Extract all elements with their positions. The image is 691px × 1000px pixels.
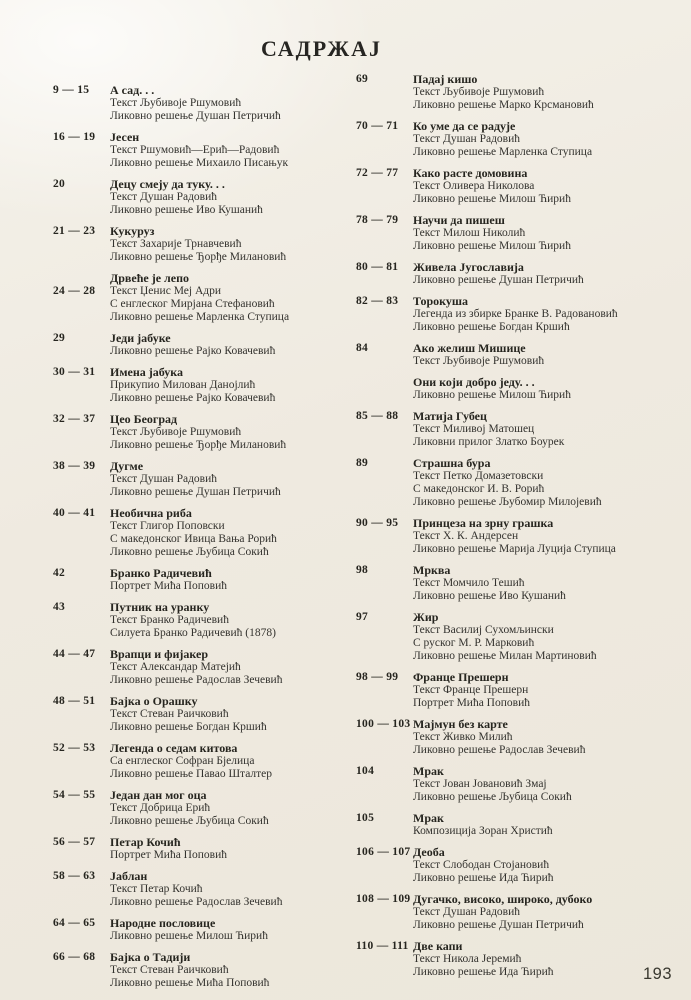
entry-credit: Текст Захарије Трнавчевић	[110, 238, 242, 250]
entry-body	[413, 261, 673, 287]
entry-body	[413, 457, 673, 509]
entry-body	[110, 272, 356, 285]
toc-entry	[53, 285, 356, 324]
entry-credit: Текст Александар Матејић	[110, 661, 241, 673]
toc-entry	[356, 73, 673, 112]
page-range	[53, 272, 110, 285]
entry-body	[110, 789, 356, 828]
entry-credit: Ликовно решење Богдан Кршић	[110, 721, 267, 733]
entry-credit: Текст Слободан Стојановић	[413, 859, 550, 871]
toc-entry	[53, 870, 356, 909]
entry-credit: Ликовно решење Љубица Сокић	[413, 791, 572, 803]
entry-credit: Текст Оливера Николова	[413, 180, 535, 192]
entry-credit: Композиција Зоран Христић	[413, 825, 553, 837]
toc-entry	[53, 951, 356, 990]
entry-body	[413, 940, 673, 979]
entry-credit: Ликовно решење Мића Поповић	[110, 977, 270, 989]
entry-credit: Ликовно решење Ђорђе Милановић	[110, 251, 287, 263]
page-range: 100 — 103	[356, 718, 411, 730]
page-range: 98 — 99	[356, 671, 399, 683]
entry-credit: Текст Добрица Ерић	[110, 802, 211, 814]
entry-credit: Ликовно решење Душан Петричић	[413, 274, 584, 286]
entry-title: Како расте домовина	[413, 166, 528, 180]
toc-entry	[53, 601, 356, 640]
entry-title: Страшна бура	[413, 456, 491, 470]
entry-title: Мајмун без карте	[413, 717, 508, 731]
entry-body	[110, 951, 356, 990]
entry-credit: Текст Ршумовић—Ерић—Радовић	[110, 144, 280, 156]
entry-credit: Ликовни прилог Златко Боурек	[413, 436, 565, 448]
entry-credit: Текст Љубивоје Ршумовић	[110, 426, 242, 438]
entry-body	[110, 460, 356, 499]
entry-credit: Текст Џенис Меј Адри	[110, 285, 222, 297]
entry-title: Јаблан	[110, 869, 148, 883]
entry-title: Мрак	[413, 811, 444, 825]
toc-entry	[356, 846, 673, 885]
entry-body	[110, 695, 356, 734]
entry-credit: Ликовно решење Радослав Зечевић	[110, 674, 283, 686]
toc-entry	[356, 342, 673, 368]
entry-credit: Текст Јован Јовановић Змај	[413, 778, 547, 790]
entry-credit: Текст Петар Кочић	[110, 883, 203, 895]
toc-column-right	[356, 72, 673, 998]
entry-credit: Текст Василиј Сухомљински	[413, 624, 554, 636]
entry-title: Необична риба	[110, 506, 192, 520]
entry-body	[413, 812, 673, 838]
entry-credit: Текст Франце Прешерн	[413, 684, 529, 696]
entry-credit: Ликовно решење Марија Луција Ступица	[413, 543, 616, 555]
page-range: 29	[53, 332, 66, 344]
entry-title: Једи јабуке	[110, 331, 171, 345]
entry-title: Врапци и фијакер	[110, 647, 209, 661]
entry-credit: Текст Душан Радовић	[413, 906, 521, 918]
toc-entry	[356, 214, 673, 253]
entry-credit: Ликовно решење Душан Петричић	[110, 486, 281, 498]
toc-entry	[53, 648, 356, 687]
toc-entry	[356, 671, 673, 710]
page-range: 97	[356, 611, 369, 623]
entry-body	[110, 567, 356, 593]
entry-credit: Ликовно решење Душан Петричић	[413, 919, 584, 931]
toc-entry	[356, 765, 673, 804]
entry-body	[413, 410, 673, 449]
entry-credit: Ликовно решење Марко Крсмановић	[413, 99, 594, 111]
entry-title: Имена јабука	[110, 365, 184, 379]
entry-body	[413, 120, 673, 159]
page-range	[356, 376, 413, 402]
entry-credit: Текст Душан Радовић	[110, 191, 218, 203]
entry-title: Торокуша	[413, 294, 469, 308]
entry-credit: Текст Душан Радовић	[413, 133, 521, 145]
entry-credit: Текст Живко Милић	[413, 731, 513, 743]
page-range: 110 — 111	[356, 940, 409, 952]
entry-credit: Ликовно решење Иво Кушанић	[110, 204, 263, 216]
toc-entry	[356, 812, 673, 838]
entry-credit: Текст Петко Домазетовски	[413, 470, 544, 482]
entry-body	[110, 742, 356, 781]
entry-body	[413, 564, 673, 603]
entry-title: Кукуруз	[110, 224, 155, 238]
page-range: 89	[356, 457, 369, 469]
entry-credit: Ликовно решење Ида Ћирић	[413, 872, 554, 884]
page-range: 32 — 37	[53, 413, 96, 425]
entry-credit: Ликовно решење Милош Ћирић	[413, 240, 571, 252]
toc-entry	[356, 517, 673, 556]
page-range: 48 — 51	[53, 695, 96, 707]
entry-credit: Ликовно решење Милан Мартиновић	[413, 650, 597, 662]
entry-body	[110, 225, 356, 264]
page-range: 84	[356, 342, 369, 354]
entry-title: Бајка о Тадији	[110, 950, 191, 964]
entry-body	[413, 611, 673, 663]
entry-credit: Текст Љубивоје Ршумовић	[110, 97, 242, 109]
page-range: 56 — 57	[53, 836, 96, 848]
page-range: 21 — 23	[53, 225, 96, 237]
entry-credit: Ликовно решење Душан Петричић	[110, 110, 281, 122]
entry-credit: Ликовно решење Радослав Зечевић	[110, 896, 283, 908]
entry-title: Они који добро једу. . .	[413, 375, 535, 389]
page-range: 70 — 71	[356, 120, 399, 132]
entry-title: Легенда о седам китова	[110, 741, 238, 755]
entry-credit: Текст Миливој Матошец	[413, 423, 535, 435]
entry-credit: Силуета Бранко Радичевић (1878)	[110, 627, 276, 639]
entry-body	[110, 648, 356, 687]
entry-title: Жир	[413, 610, 439, 624]
toc-entry	[356, 893, 673, 932]
entry-title: Народне пословице	[110, 916, 216, 930]
toc-entry	[356, 120, 673, 159]
entry-title: Франце Прешерн	[413, 670, 509, 684]
entry-credit: Ликовно решење Ида Ћирић	[413, 966, 554, 978]
entry-credit: Ликовно решење Милош Ћирић	[110, 930, 268, 942]
entry-body	[110, 285, 356, 324]
page-range: 78 — 79	[356, 214, 399, 226]
toc-column-left	[53, 72, 356, 998]
entry-body	[413, 765, 673, 804]
entry-credit: Прикупио Милован Данојлић	[110, 379, 256, 391]
page-range: 43	[53, 601, 66, 613]
page-range: 66 — 68	[53, 951, 96, 963]
entry-title: Мрква	[413, 563, 451, 577]
entry-credit: Портрет Мића Поповић	[413, 697, 530, 709]
entry-credit: Ликовно решење Иво Кушанић	[413, 590, 566, 602]
entry-credit: Ликовно решење Богдан Кршић	[413, 321, 570, 333]
entry-title: Принцеза на зрну грашка	[413, 516, 554, 530]
entry-body	[413, 214, 673, 253]
entry-credit: Ликовно решење Милош Ћирић	[413, 193, 571, 205]
entry-credit: Ликовно решење Љубица Сокић	[110, 815, 269, 827]
entry-title: Падај кишо	[413, 72, 478, 86]
page-range: 85 — 88	[356, 410, 399, 422]
toc-entry	[53, 332, 356, 358]
entry-body	[110, 84, 356, 123]
entry-body	[110, 836, 356, 862]
entry-body	[413, 671, 673, 710]
entry-body	[413, 167, 673, 206]
page-range: 52 — 53	[53, 742, 96, 754]
page-range: 69	[356, 73, 369, 85]
page-range: 24 — 28	[53, 285, 96, 297]
entry-body	[110, 601, 356, 640]
entry-title: Петар Кочић	[110, 835, 181, 849]
entry-credit: Са енглеског Софран Бјелица	[110, 755, 255, 767]
toc-entry	[356, 940, 673, 979]
page-range: 80 — 81	[356, 261, 399, 273]
toc-entry	[53, 917, 356, 943]
entry-credit: С руског М. Р. Марковић	[413, 637, 535, 649]
entry-credit: Ликовно решење Љубица Сокић	[110, 546, 269, 558]
toc-entry	[53, 272, 356, 285]
entry-body	[413, 846, 673, 885]
entry-credit: Портрет Мића Поповић	[110, 580, 227, 592]
page-range: 42	[53, 567, 66, 579]
toc-entry	[53, 225, 356, 264]
toc-entry	[53, 695, 356, 734]
page-range: 64 — 65	[53, 917, 96, 929]
entry-credit: Текст Бранко Радичевић	[110, 614, 229, 626]
toc-entry	[356, 295, 673, 334]
page-range: 40 — 41	[53, 507, 96, 519]
page-range: 38 — 39	[53, 460, 96, 472]
page-number: 193	[642, 965, 672, 983]
toc-entry	[53, 178, 356, 217]
entry-title: Цео Београд	[110, 412, 178, 426]
entry-body	[110, 507, 356, 559]
toc-entry	[356, 564, 673, 603]
entry-title: Путник на уранку	[110, 600, 210, 614]
entry-credit: Текст Душан Радовић	[110, 473, 218, 485]
toc-entry	[53, 567, 356, 593]
entry-body	[413, 73, 673, 112]
entry-credit: Портрет Мића Поповић	[110, 849, 227, 861]
toc-entry	[53, 836, 356, 862]
entry-title: А сад. . .	[110, 83, 155, 97]
toc-entry	[356, 457, 673, 509]
entry-body	[413, 376, 673, 402]
page-range: 16 — 19	[53, 131, 96, 143]
entry-credit: Легенда из збирке Бранке В. Радовановић	[413, 308, 618, 320]
entry-credit: Ликовно решење Михаило Писањук	[110, 157, 289, 169]
entry-credit: Текст Глигор Поповски	[110, 520, 225, 532]
entry-credit: Текст Х. К. Андерсен	[413, 530, 519, 542]
entry-credit: Ликовно решење Рајко Ковачевић	[110, 392, 276, 404]
toc-entry	[356, 718, 673, 757]
toc-entry	[53, 507, 356, 559]
entry-credit: Текст Никола Јеремић	[413, 953, 522, 965]
toc-entry	[53, 460, 356, 499]
entry-credit: Ликовно решење Марленка Ступица	[110, 311, 290, 323]
toc-entry	[356, 167, 673, 206]
toc-entry	[53, 413, 356, 452]
page-range: 58 — 63	[53, 870, 96, 882]
entry-body	[110, 870, 356, 909]
entry-body	[110, 413, 356, 452]
entry-title: Један дан мог оца	[110, 788, 207, 802]
entry-title: Бајка о Орашку	[110, 694, 198, 708]
entry-body	[413, 517, 673, 556]
toc-entry	[356, 376, 673, 402]
entry-title: Матија Губец	[413, 409, 487, 423]
entry-body	[110, 366, 356, 405]
entry-body	[110, 178, 356, 217]
page-range: 20	[53, 178, 66, 190]
toc-entry	[53, 131, 356, 170]
page-range: 108 — 109	[356, 893, 411, 905]
entry-credit: Текст Љубивоје Ршумовић	[413, 86, 545, 98]
entry-credit: С енглеског Мирјана Стефановић	[110, 298, 275, 310]
page-range: 44 — 47	[53, 648, 96, 660]
entry-title: Научи да пишеш	[413, 213, 505, 227]
toc-entry	[53, 84, 356, 123]
page-range: 9 — 15	[53, 84, 90, 96]
entry-credit: Ликовно решење Марленка Ступица	[413, 146, 593, 158]
entry-title: Деоба	[413, 845, 445, 859]
page-range: 90 — 95	[356, 517, 399, 529]
toc-entry	[356, 611, 673, 663]
toc-entry	[53, 366, 356, 405]
entry-title: Две капи	[413, 939, 463, 953]
page-range: 72 — 77	[356, 167, 399, 179]
entry-credit: Текст Милош Николић	[413, 227, 526, 239]
entry-credit: Ликовно решење Павао Шталтер	[110, 768, 273, 780]
entry-title: Децу смеју да туку. . .	[110, 177, 225, 191]
entry-title: Ако желиш Мишице	[413, 341, 526, 355]
entry-body	[413, 893, 673, 932]
toc-entry	[53, 742, 356, 781]
toc-entry	[53, 789, 356, 828]
entry-body	[413, 342, 673, 368]
entry-body	[413, 718, 673, 757]
entry-credit: Ликовно решење Љубомир Милојевић	[413, 496, 602, 508]
entry-title: Дугачко, високо, широко, дубоко	[413, 892, 593, 906]
entry-body	[110, 332, 356, 358]
entry-title: Дугме	[110, 459, 144, 473]
entry-title: Мрак	[413, 764, 444, 778]
page-range: 82 — 83	[356, 295, 399, 307]
page-range: 106 — 107	[356, 846, 411, 858]
toc-entry	[356, 410, 673, 449]
entry-credit: Текст Љубивоје Ршумовић	[413, 355, 545, 367]
page-title: САДРЖАЈ	[260, 36, 383, 61]
page-range: 30 — 31	[53, 366, 96, 378]
entry-title: Живела Југославија	[413, 260, 524, 274]
entry-credit: Ликовно решење Ђорђе Милановић	[110, 439, 287, 451]
entry-credit: Ликовно решење Рајко Ковачевић	[110, 345, 276, 357]
entry-title: Јесен	[110, 130, 140, 144]
entry-body	[110, 917, 356, 943]
entry-title: Дрвеће је лепо	[110, 271, 190, 285]
entry-body	[110, 131, 356, 170]
page-range: 98	[356, 564, 369, 576]
entry-title: Бранко Радичевић	[110, 566, 212, 580]
entry-credit: С македонског И. В. Рорић	[413, 483, 545, 495]
page-range: 54 — 55	[53, 789, 96, 801]
entry-credit: Ликовно решење Радослав Зечевић	[413, 744, 586, 756]
page-range: 104	[356, 765, 375, 777]
toc-columns	[0, 62, 691, 998]
page-range: 105	[356, 812, 375, 824]
entry-credit: Текст Момчило Тешић	[413, 577, 525, 589]
toc-entry	[356, 261, 673, 287]
entry-credit: Ликовно решење Милош Ћирић	[413, 389, 571, 401]
entry-credit: С македонског Ивица Вања Рорић	[110, 533, 277, 545]
entry-credit: Текст Стеван Раичковић	[110, 708, 229, 720]
entry-body	[413, 295, 673, 334]
entry-title: Ко уме да се радује	[413, 119, 516, 133]
entry-credit: Текст Стеван Раичковић	[110, 964, 229, 976]
